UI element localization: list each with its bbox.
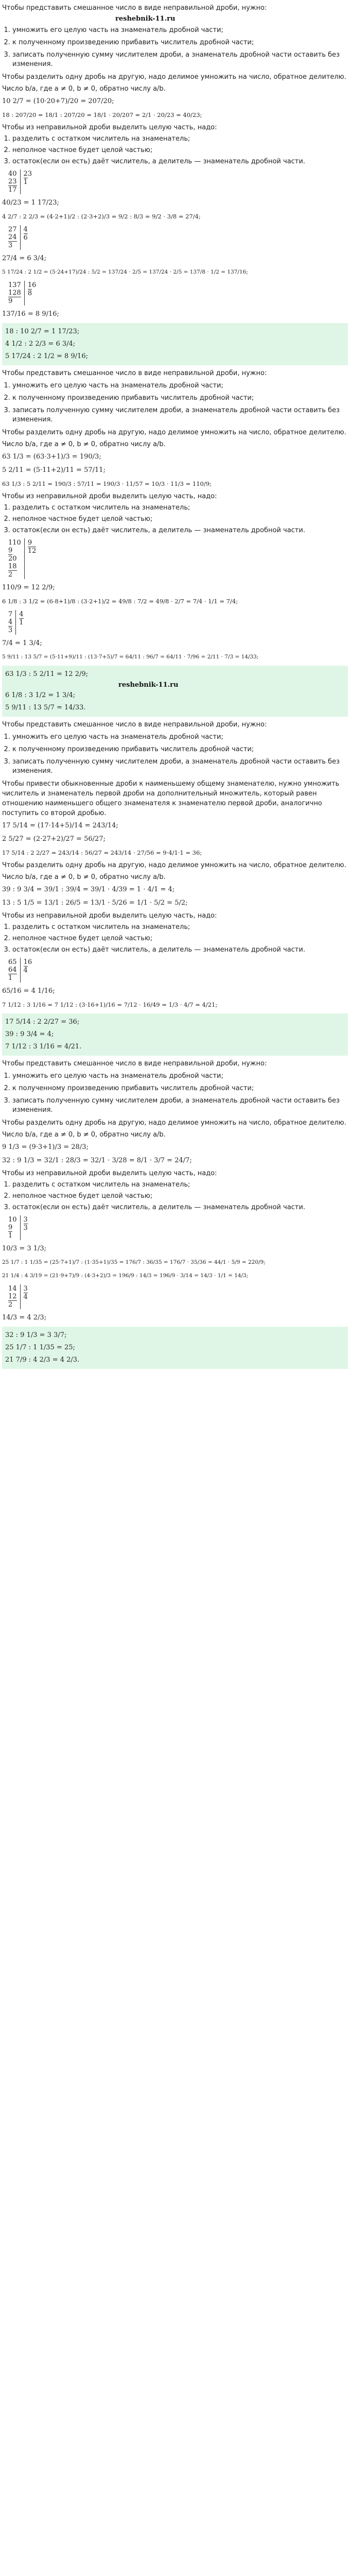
dividend: 137 [8,281,21,289]
dividend: 10 [8,1216,17,1224]
formula: 25 1/7 : 1 1/35 = (25·7+1)/7 : (1·35+1)/35 = 176/7 : 36/35 = 176/7 · 35/36 = 44/1 · 5/9 = 220/9; [2,1259,266,1265]
formula: 32 : 9 1/3 = 32/1 : 28/3 = 32/1 · 3/28 = 8/1 · 3/7 = 24/7; [2,1157,192,1164]
rule-item: 3. записать полученную сумму числителем дроби, а знаменатель дробной части оставить без изменения. [12,757,348,776]
divide-intro: Чтобы разделить одну дробь на другую, надо делимое умножить на число, обратное делителю. [2,861,346,869]
subtrahend: 23 [8,178,17,185]
remainder: 3 [8,242,13,249]
quotient: 1 [23,178,28,186]
long-division [5,1284,348,1309]
mixed-intro: Чтобы представить смешанное число в виде неправильной дроби, нужно: [2,369,267,377]
remainder: 3 [8,626,13,634]
result-box [2,323,348,365]
long-division [5,1215,348,1240]
dividend: 27 [8,226,17,233]
result-line: 63 1/3 : 5 2/11 = 12 2/9; [5,670,88,678]
whole-part-intro: Чтобы из неправильной дроби выделить целую часть, надо: [2,124,217,131]
dividend: 7 [8,611,13,618]
rule-item: 2. неполное частное будет целой частью; [12,146,348,155]
rule-item: 1. умножить его целую часть на знаменатель дробной части; [12,381,348,391]
divide-intro: Чтобы разделить одну дробь на другую, надо делимое умножить на число, обратное делителю. [2,73,346,81]
long-division [5,225,348,250]
divide-intro: Чтобы разделить одну дробь на другую, надо делимое умножить на число, обратное делителю. [2,429,346,436]
divisor: 4 [23,226,28,233]
result-line: 5 17/24 : 2 1/2 = 8 9/16; [5,352,88,360]
part-1 [2,3,348,365]
divisor: 3 [23,1216,28,1224]
formula: 10 2/7 = (10·20+7)/20 = 207/20; [2,97,114,105]
quotient: 8 [27,290,32,297]
divide-intro: Чтобы разделить одну дробь на другую, надо делимое умножить на число, обратное делителю. [2,1119,346,1127]
formula: 10/3 = 3 1/3; [2,1245,47,1252]
mixed-rules [2,26,348,69]
remainder: 1 [8,974,13,982]
long-division [5,958,348,982]
subtrahend: 4 [8,618,13,626]
formula: 9 1/3 = (9·3+1)/3 = 28/3; [2,1143,89,1151]
rule-item: 1. разделить с остатком числитель на знаменатель; [12,134,348,144]
quotient: 4 [23,1293,28,1301]
formula: 4 2/7 : 2 2/3 = (4·2+1)/2 : (2·3+2)/3 = 9/2 : 8/3 = 9/2 · 3/8 = 27/4; [2,213,201,220]
whole-part-rules [2,503,348,535]
reciprocal-note: Число b/a, где a ≠ 0, b ≠ 0, обратно числу a/b. [2,85,166,93]
common-denominator-intro: Чтобы привести обыкновенные дроби к наименьшему общему знаменателю, нужно умножить числитель и знаменатель первой дроби на дополнительный множитель, который равен отношению наименьшего общего знаменателя к знаменателю первой дроби, аналогично поступить со второй дробью. [2,780,340,817]
result-line: 25 1/7 : 1 1/35 = 25; [5,1344,75,1351]
quotient: 1 [19,619,24,626]
reciprocal-note: Число b/a, где a ≠ 0, b ≠ 0, обратно числу a/b. [2,440,166,448]
mixed-rules [2,381,348,425]
result-line: 4 1/2 : 2 2/3 = 6 3/4; [5,340,76,348]
subtrahend: 12 [8,1293,17,1300]
rule-item: 2. к полученному произведению прибавить числитель дробной части; [12,1084,348,1093]
rule-item: 1. разделить с остатком числитель на знаменатель; [12,923,348,932]
subtrahend: 128 [8,289,21,297]
formula: 6 1/8 : 3 1/2 = (6·8+1)/8 : (3·2+1)/2 = 49/8 : 7/2 = 49/8 · 2/7 = 7/4 · 1/1 = 7/4; [2,598,238,605]
rule-item: 1. умножить его целую часть на знаменатель дробной части; [12,1072,348,1081]
divisor: 23 [23,170,32,178]
rule-item: 1. умножить его целую часть на знаменатель дробной части; [12,733,348,742]
watermark: reshebnik-11.ru [118,681,179,689]
formula: 63 1/3 : 5 2/11 = 190/3 : 57/11 = 190/3 · 11/57 = 10/3 · 11/3 = 110/9; [2,480,212,487]
rule-item: 3. записать полученную сумму числителем дроби, а знаменатель дробной части оставить без изменения. [12,406,348,425]
remainder: 1 [8,1232,13,1240]
result-line: 7 1/12 : 3 1/16 = 4/21. [5,1043,82,1050]
subtrahend: 9 [8,1224,13,1231]
result-line: 32 : 9 1/3 = 3 3/7; [5,1331,67,1339]
formula: 110/9 = 12 2/9; [2,584,55,591]
quotient: 4 [23,967,28,974]
formula: 5 2/11 = (5·11+2)/11 = 57/11; [2,466,106,474]
formula: 5 17/24 : 2 1/2 = (5·24+17)/24 : 5/2 = 137/24 · 2/5 = 137/24 · 2/5 = 137/8 · 1/2 = 137/16; [2,269,248,275]
reciprocal-note: Число b/a, где a ≠ 0, b ≠ 0, обратно числу a/b. [2,1131,166,1139]
dividend: 14 [8,1285,17,1293]
rule-item: 3. остаток(если он есть) даёт числитель, а делитель — знаменатель дробной части. [12,945,348,955]
reciprocal-note: Число b/a, где a ≠ 0, b ≠ 0, обратно числу a/b. [2,873,166,881]
result-line: 18 : 10 2/7 = 1 17/23; [5,328,80,335]
formula: 39 : 9 3/4 = 39/1 : 39/4 = 39/1 · 4/39 = 1 · 4/1 = 4; [2,886,175,893]
mixed-intro: Чтобы представить смешанное число в виде неправильной дроби, нужно: [2,1060,267,1067]
subtrahend: 9 [8,547,13,554]
rule-item: 3. записать полученную сумму числителем дроби, а знаменатель дробной части оставить без изменения. [12,50,348,69]
result-box [2,666,348,717]
formula: 5 9/11 : 13 5/7 = (5·11+9)/11 : (13·7+5)/7 = 64/11 : 96/7 = 64/11 · 7/96 = 2/11 · 7/3 = 14/33; [2,654,259,660]
mixed-rules [2,733,348,776]
formula: 14/3 = 4 2/3; [2,1314,47,1321]
rule-item: 2. к полученному произведению прибавить числитель дробной части; [12,38,348,47]
result-box [2,1327,348,1369]
formula: 18 : 207/20 = 18/1 : 207/20 = 18/1 · 20/207 = 2/1 · 20/23 = 40/23; [2,111,202,118]
part-4 [2,1059,348,1369]
whole-part-intro: Чтобы из неправильной дроби выделить целую часть, надо: [2,1170,217,1177]
quotient: 3 [23,1224,28,1232]
result-box [2,1013,348,1056]
subtrahend: 24 [8,233,17,241]
quotient: 6 [23,234,28,242]
result-line: 21 7/9 : 4 2/3 = 4 2/3. [5,1356,80,1364]
subtrahend: 64 [8,966,17,974]
rule-item: 3. записать полученную сумму числителем дроби, а знаменатель дробной части оставить без изменения. [12,1096,348,1115]
rule-item: 3. остаток(если он есть) даёт числитель, а делитель — знаменатель дробной части. [12,157,348,166]
rule-item: 3. остаток(если он есть) даёт числитель, а делитель — знаменатель дробной части. [12,526,348,535]
rule-item: 2. неполное частное будет целой частью; [12,515,348,524]
remainder: 2 [8,1301,13,1309]
result-line: 6 1/8 : 3 1/2 = 1 3/4; [5,691,76,699]
remainder: 17 [8,186,17,194]
rule-item: 1. умножить его целую часть на знаменатель дробной части; [12,26,348,35]
rule-item: 2. неполное частное будет целой частью; [12,934,348,943]
remainder: 9 [8,297,13,305]
divisor: 16 [27,281,37,289]
whole-part-rules [2,134,348,166]
part-3 [2,720,348,1056]
divisor: 9 [27,539,32,547]
subtrahend: 20 [8,555,17,563]
long-division [5,610,348,635]
quotient: 12 [27,547,37,555]
watermark: reshebnik-11.ru [115,15,176,23]
whole-part-rules [2,1180,348,1212]
formula: 21 1/4 : 4 3/19 = (21·9+7)/9 : (4·3+2)/3 = 196/9 : 14/3 = 196/9 · 3/14 = 14/3 · 1/1 = 14/3; [2,1273,249,1279]
result-line: 39 : 9 3/4 = 4; [5,1030,54,1038]
rule-item: 2. к полученному произведению прибавить числитель дробной части; [12,745,348,754]
result-line: 5 9/11 : 13 5/7 = 14/33. [5,704,86,711]
subtrahend: 18 [8,563,17,570]
formula: 2 5/27 = (2·27+2)/27 = 56/27; [2,835,106,843]
long-division [5,281,348,306]
divisor: 3 [23,1285,28,1293]
formula: 137/16 = 8 9/16; [2,310,59,318]
dividend: 65 [8,958,17,966]
long-division [5,170,348,194]
dividend: 110 [8,539,21,547]
result-line: 17 5/14 : 2 2/27 = 36; [5,1018,80,1026]
whole-part-intro: Чтобы из неправильной дроби выделить целую часть, надо: [2,493,217,500]
part-2 [2,368,348,717]
whole-part-intro: Чтобы из неправильной дроби выделить целую часть, надо: [2,912,217,920]
formula: 13 : 5 1/5 = 13/1 : 26/5 = 13/1 · 5/26 = 1/1 · 5/2 = 5/2; [2,899,188,907]
formula: 17 5/14 = (17·14+5)/14 = 243/14; [2,822,118,829]
divisor: 16 [23,958,32,966]
formula: 7 1/12 : 3 1/16 = 7 1/12 : (3·16+1)/16 = 7/12 · 16/49 = 1/3 · 4/7 = 4/21; [2,1001,218,1008]
divisor: 4 [19,611,24,618]
rule-item: 1. разделить с остатком числитель на знаменатель; [12,503,348,513]
formula: 65/16 = 4 1/16; [2,987,55,995]
whole-part-rules [2,923,348,955]
formula: 7/4 = 1 3/4; [2,639,42,647]
long-division [5,538,348,579]
rule-item: 2. к полученному произведению прибавить числитель дробной части; [12,394,348,403]
remainder: 2 [8,571,13,579]
formula: 17 5/14 : 2 2/27 = 243/14 : 56/27 = 243/14 · 27/56 = 9·4/1·1 = 36; [2,849,202,856]
mixed-intro: Чтобы представить смешанное число в виде неправильной дроби, нужно: [2,4,267,12]
formula: 27/4 = 6 3/4; [2,255,47,262]
formula: 40/23 = 1 17/23; [2,199,59,207]
formula: 63 1/3 = (63·3+1)/3 = 190/3; [2,453,101,461]
mixed-intro: Чтобы представить смешанное число в виде неправильной дроби, нужно: [2,721,267,728]
dividend: 40 [8,170,17,178]
rule-item: 1. разделить с остатком числитель на знаменатель; [12,1180,348,1190]
mixed-rules [2,1072,348,1115]
rule-item: 2. неполное частное будет целой частью; [12,1192,348,1201]
rule-item: 3. остаток(если он есть) даёт числитель, а делитель — знаменатель дробной части. [12,1203,348,1212]
